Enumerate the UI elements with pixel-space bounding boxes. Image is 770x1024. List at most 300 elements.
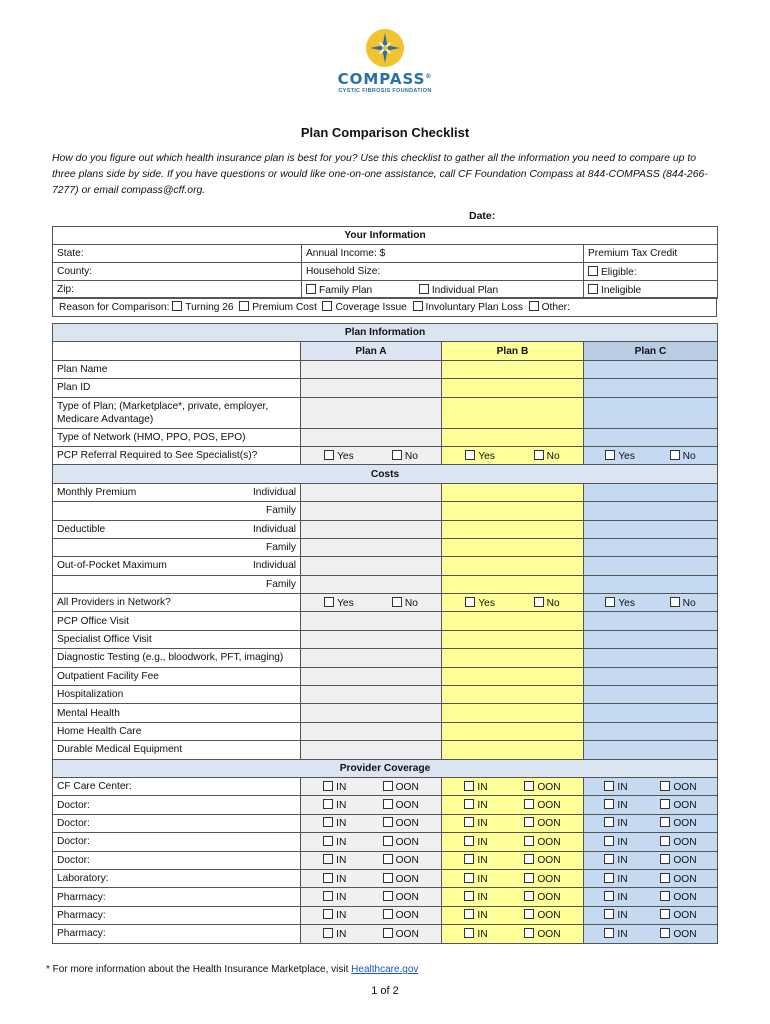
ineligible-option[interactable]: Ineligible: [584, 281, 718, 299]
row-label: Doctor:: [53, 814, 301, 832]
plan-c-cell[interactable]: [584, 704, 718, 722]
in-option[interactable]: IN: [323, 891, 346, 903]
in-option[interactable]: IN: [323, 928, 346, 940]
page-number: 1 of 2: [371, 985, 399, 997]
in-option[interactable]: IN: [323, 854, 346, 866]
in-option[interactable]: IN: [464, 854, 487, 866]
in-option[interactable]: IN: [464, 928, 487, 940]
plan-a-cell[interactable]: [301, 379, 442, 397]
yes-option[interactable]: Yes: [465, 450, 495, 462]
checkbox-icon[interactable]: [383, 817, 393, 827]
plan-c-cell[interactable]: [584, 741, 718, 759]
plan-a-cell[interactable]: [301, 428, 442, 446]
checkbox-icon[interactable]: [604, 873, 614, 883]
brand-reg: ®: [425, 73, 433, 80]
in-option[interactable]: IN: [464, 909, 487, 921]
checkbox-icon[interactable]: [604, 854, 614, 864]
oon-option[interactable]: OON: [524, 891, 560, 903]
in-option[interactable]: IN: [464, 781, 487, 793]
plan-b-cell[interactable]: [442, 502, 584, 520]
checkbox-icon[interactable]: [392, 597, 402, 607]
oon-option[interactable]: OON: [524, 854, 560, 866]
plan-c-in-oon: [584, 777, 718, 795]
checkbox-icon[interactable]: [604, 909, 614, 919]
plan-a-cell[interactable]: [301, 502, 442, 520]
yes-option[interactable]: Yes: [324, 597, 354, 609]
yes-option[interactable]: Yes: [605, 450, 635, 462]
in-option[interactable]: IN: [323, 873, 346, 885]
plan-a-cell[interactable]: [301, 741, 442, 759]
plan-c-cell[interactable]: [584, 428, 718, 446]
checkbox-icon[interactable]: [604, 836, 614, 846]
in-option[interactable]: IN: [604, 836, 627, 848]
plan-a-in-oon: [301, 833, 442, 851]
blank-header: [53, 342, 301, 360]
oon-option[interactable]: OON: [383, 928, 419, 940]
checkbox-icon[interactable]: [604, 928, 614, 938]
no-option[interactable]: No: [392, 450, 418, 462]
in-option[interactable]: IN: [604, 891, 627, 903]
provider-row: [53, 851, 718, 869]
oon-option[interactable]: OON: [524, 909, 560, 921]
checkbox-icon[interactable]: [604, 799, 614, 809]
in-option[interactable]: IN: [604, 799, 627, 811]
reason-involuntary-loss[interactable]: Involuntary Plan Loss: [413, 302, 523, 313]
checkbox-icon[interactable]: [323, 891, 333, 901]
plan-a-cell[interactable]: [301, 538, 442, 556]
checkbox-icon[interactable]: [383, 836, 393, 846]
checkbox-icon[interactable]: [660, 799, 670, 809]
plan-c-cell[interactable]: [584, 483, 718, 501]
zip-field[interactable]: Zip:: [53, 281, 302, 299]
checkbox-icon[interactable]: [383, 799, 393, 809]
reason-row: [53, 298, 717, 317]
checkbox-icon[interactable]: [524, 854, 534, 864]
plan-a-cell[interactable]: [301, 360, 442, 378]
oon-option[interactable]: OON: [524, 928, 560, 940]
checkbox-icon[interactable]: [172, 301, 182, 311]
row-label: Type of Plan; (Marketplace*, private, employer, Medicare Advantage): [53, 397, 301, 428]
row-label: Out-of-Pocket Maximum Individual: [53, 557, 301, 575]
oon-option[interactable]: OON: [660, 781, 696, 793]
row-label: Family: [53, 538, 301, 556]
checkbox-icon[interactable]: [464, 836, 474, 846]
plan-a-cell[interactable]: [301, 667, 442, 685]
oon-option[interactable]: OON: [660, 799, 696, 811]
plan-b-in-oon: [442, 851, 584, 869]
plan-comparison-table: [52, 323, 718, 944]
plan-b-yes-no: [442, 446, 584, 464]
checkbox-icon[interactable]: [588, 266, 598, 276]
plan-b-cell[interactable]: [442, 557, 584, 575]
row-label: PCP Office Visit: [53, 612, 301, 630]
oon-option[interactable]: OON: [383, 817, 419, 829]
in-option[interactable]: IN: [323, 781, 346, 793]
plan-c-in-oon: [584, 851, 718, 869]
in-option[interactable]: IN: [604, 928, 627, 940]
plan-b-cell[interactable]: [442, 722, 584, 740]
checkbox-icon[interactable]: [660, 781, 670, 791]
no-option[interactable]: No: [670, 450, 696, 462]
checkbox-icon[interactable]: [464, 817, 474, 827]
brand-subtitle: CYSTIC FIBROSIS FOUNDATION: [338, 88, 432, 94]
row-label: Doctor:: [53, 796, 301, 814]
compass-logo: [320, 28, 450, 110]
plan-b-in-oon: [442, 777, 584, 795]
plan-c-cell[interactable]: [584, 612, 718, 630]
checkbox-icon[interactable]: [306, 284, 316, 294]
plan-c-in-oon: [584, 833, 718, 851]
plan-a-cell[interactable]: [301, 557, 442, 575]
checkbox-icon[interactable]: [383, 854, 393, 864]
plan-b-cell[interactable]: [442, 612, 584, 630]
row-label: Laboratory:: [53, 869, 301, 887]
provider-row: [53, 906, 718, 924]
checkbox-icon[interactable]: [383, 891, 393, 901]
row-label: All Providers in Network?: [53, 594, 301, 612]
plan-c-yes-no: [584, 594, 718, 612]
row-label: Pharmacy:: [53, 906, 301, 924]
in-option[interactable]: IN: [464, 799, 487, 811]
plan-b-cell[interactable]: [442, 649, 584, 667]
plan-a-header: Plan A: [301, 342, 442, 360]
checkbox-icon[interactable]: [464, 928, 474, 938]
row-label: Pharmacy:: [53, 925, 301, 943]
checkbox-icon[interactable]: [323, 854, 333, 864]
checkbox-icon[interactable]: [464, 799, 474, 809]
yes-option[interactable]: Yes: [605, 597, 635, 609]
page-title: Plan Comparison Checklist: [300, 125, 470, 140]
in-option[interactable]: IN: [464, 891, 487, 903]
brand-name: COMPASS: [337, 70, 426, 88]
checkbox-icon[interactable]: [524, 836, 534, 846]
checkbox-icon[interactable]: [670, 450, 680, 460]
checkbox-icon[interactable]: [524, 909, 534, 919]
checkbox-icon[interactable]: [324, 597, 334, 607]
plan-c-cell[interactable]: [584, 502, 718, 520]
row-label: Durable Medical Equipment: [53, 741, 301, 759]
plan-b-cell[interactable]: [442, 397, 584, 428]
oon-option[interactable]: OON: [383, 891, 419, 903]
checkbox-icon[interactable]: [524, 817, 534, 827]
checkbox-icon[interactable]: [534, 597, 544, 607]
checkbox-icon[interactable]: [323, 799, 333, 809]
oon-option[interactable]: OON: [660, 909, 696, 921]
oon-option[interactable]: OON: [383, 854, 419, 866]
plan-a-cell[interactable]: [301, 722, 442, 740]
plan-c-cell[interactable]: [584, 379, 718, 397]
checkbox-icon[interactable]: [660, 817, 670, 827]
checkbox-icon[interactable]: [604, 891, 614, 901]
checkbox-icon[interactable]: [464, 854, 474, 864]
individual-plan-option[interactable]: Individual Plan: [419, 285, 498, 296]
checkbox-icon[interactable]: [604, 781, 614, 791]
oon-option[interactable]: OON: [660, 891, 696, 903]
provider-row: [53, 796, 718, 814]
plan-a-cell[interactable]: [301, 649, 442, 667]
in-option[interactable]: IN: [323, 817, 346, 829]
costs-heading: Costs: [53, 465, 718, 483]
oon-option[interactable]: OON: [383, 873, 419, 885]
checkbox-icon[interactable]: [383, 781, 393, 791]
checkbox-icon[interactable]: [413, 301, 423, 311]
healthcare-gov-link[interactable]: Healthcare.gov: [351, 964, 419, 975]
plan-b-in-oon: [442, 814, 584, 832]
checkbox-icon[interactable]: [464, 891, 474, 901]
checkbox-icon[interactable]: [660, 854, 670, 864]
checkbox-icon[interactable]: [464, 909, 474, 919]
checkbox-icon[interactable]: [534, 450, 544, 460]
plan-b-header: Plan B: [442, 342, 584, 360]
plan-c-cell[interactable]: [584, 557, 718, 575]
checkbox-icon[interactable]: [383, 928, 393, 938]
plan-a-cell[interactable]: [301, 612, 442, 630]
plan-a-yes-no: [301, 594, 442, 612]
row-label: Pharmacy:: [53, 888, 301, 906]
checkbox-icon[interactable]: [464, 781, 474, 791]
in-option[interactable]: IN: [604, 854, 627, 866]
row-label: Mental Health: [53, 704, 301, 722]
in-option[interactable]: IN: [604, 873, 627, 885]
intro-paragraph: How do you figure out which health insurance plan is best for you? Use this checklist to gather all the information you need to compare up to three plans side by side. If you have questions or would like one-on-one assistance, call CF Foundation Compass at 844-COMPASS (844-266-7277) or email compass@cff.org.: [52, 153, 708, 196]
plan-type-cell: [302, 281, 584, 299]
plan-c-cell[interactable]: [584, 630, 718, 648]
plan-a-in-oon: [301, 906, 442, 924]
checkbox-icon[interactable]: [323, 781, 333, 791]
plan-a-cell[interactable]: [301, 397, 442, 428]
footnote: * For more information about the Health Insurance Marketplace, visit Healthcare.gov: [46, 964, 419, 975]
checkbox-icon[interactable]: [605, 450, 615, 460]
reason-premium-cost[interactable]: Premium Cost: [239, 302, 317, 313]
plan-a-in-oon: [301, 796, 442, 814]
checkbox-icon[interactable]: [524, 873, 534, 883]
checkbox-icon[interactable]: [392, 450, 402, 460]
plan-c-in-oon: [584, 814, 718, 832]
plan-a-cell[interactable]: [301, 630, 442, 648]
checkbox-icon[interactable]: [323, 928, 333, 938]
annual-income-field[interactable]: Annual Income: $: [302, 245, 584, 263]
row-label: Family: [53, 575, 301, 593]
plan-b-in-oon: [442, 796, 584, 814]
plan-c-in-oon: [584, 925, 718, 943]
no-option[interactable]: No: [534, 450, 560, 462]
plan-c-header: Plan C: [584, 342, 718, 360]
checkbox-icon[interactable]: [660, 873, 670, 883]
checkbox-icon[interactable]: [323, 836, 333, 846]
plan-b-in-oon: [442, 833, 584, 851]
row-label: Plan Name: [53, 360, 301, 378]
plan-b-in-oon: [442, 888, 584, 906]
checkbox-icon[interactable]: [323, 817, 333, 827]
row-label: Home Health Care: [53, 722, 301, 740]
eligible-option[interactable]: Eligible:: [584, 263, 718, 281]
in-option[interactable]: IN: [323, 909, 346, 921]
checkbox-icon[interactable]: [660, 928, 670, 938]
checkbox-icon[interactable]: [383, 873, 393, 883]
plan-c-in-oon: [584, 869, 718, 887]
plan-a-in-oon: [301, 925, 442, 943]
plan-a-in-oon: [301, 888, 442, 906]
provider-row: [53, 888, 718, 906]
family-plan-option[interactable]: Family Plan: [306, 284, 416, 296]
checkbox-icon[interactable]: [660, 836, 670, 846]
state-field[interactable]: State:: [53, 245, 302, 263]
plan-b-in-oon: [442, 869, 584, 887]
plan-b-cell[interactable]: [442, 741, 584, 759]
plan-c-yes-no: [584, 446, 718, 464]
in-option[interactable]: IN: [323, 836, 346, 848]
plan-c-cell[interactable]: [584, 667, 718, 685]
checkbox-icon[interactable]: [660, 891, 670, 901]
plan-c-cell[interactable]: [584, 686, 718, 704]
plan-a-cell[interactable]: [301, 483, 442, 501]
checkbox-icon[interactable]: [588, 284, 598, 294]
plan-b-cell[interactable]: [442, 630, 584, 648]
checkbox-icon[interactable]: [529, 301, 539, 311]
provider-row: [53, 833, 718, 851]
row-label: Hospitalization: [53, 686, 301, 704]
plan-a-yes-no: [301, 446, 442, 464]
tax-credit-label: Premium Tax Credit: [584, 245, 718, 263]
checkbox-icon[interactable]: [524, 928, 534, 938]
oon-option[interactable]: OON: [524, 836, 560, 848]
provider-row: [53, 777, 718, 795]
plan-a-in-oon: [301, 851, 442, 869]
provider-row: [53, 925, 718, 943]
plan-b-yes-no: [442, 594, 584, 612]
plan-c-in-oon: [584, 796, 718, 814]
plan-b-cell[interactable]: [442, 686, 584, 704]
plan-b-cell[interactable]: [442, 428, 584, 446]
in-option[interactable]: IN: [604, 909, 627, 921]
plan-c-cell[interactable]: [584, 520, 718, 538]
plan-b-cell[interactable]: [442, 575, 584, 593]
plan-a-cell[interactable]: [301, 686, 442, 704]
plan-b-cell[interactable]: [442, 379, 584, 397]
no-option[interactable]: No: [534, 597, 560, 609]
plan-b-cell[interactable]: [442, 520, 584, 538]
plan-a-cell[interactable]: [301, 575, 442, 593]
oon-option[interactable]: OON: [660, 836, 696, 848]
checkbox-icon[interactable]: [322, 301, 332, 311]
plan-c-cell[interactable]: [584, 397, 718, 428]
checkbox-icon[interactable]: [524, 891, 534, 901]
plan-b-cell[interactable]: [442, 667, 584, 685]
plan-a-cell[interactable]: [301, 520, 442, 538]
checkbox-icon[interactable]: [524, 781, 534, 791]
reason-label: Reason for Comparison:: [59, 302, 170, 313]
in-option[interactable]: IN: [323, 799, 346, 811]
plan-b-cell[interactable]: [442, 483, 584, 501]
provider-row: [53, 869, 718, 887]
row-label: Family: [53, 502, 301, 520]
checkbox-icon[interactable]: [604, 817, 614, 827]
household-size-field[interactable]: Household Size:: [302, 263, 584, 281]
checkbox-icon[interactable]: [383, 909, 393, 919]
plan-b-in-oon: [442, 925, 584, 943]
checkbox-icon[interactable]: [323, 873, 333, 883]
reason-other[interactable]: Other:: [529, 302, 570, 313]
in-option[interactable]: IN: [464, 873, 487, 885]
your-information-table: [52, 226, 718, 299]
row-label: CF Care Center:: [53, 777, 301, 795]
oon-option[interactable]: OON: [383, 799, 419, 811]
oon-option[interactable]: OON: [383, 909, 419, 921]
plan-information-heading: Plan Information: [53, 324, 718, 342]
checkbox-icon[interactable]: [419, 284, 429, 294]
oon-option[interactable]: OON: [524, 873, 560, 885]
row-label: Deductible Individual: [53, 520, 301, 538]
row-label: Outpatient Facility Fee: [53, 667, 301, 685]
plan-c-in-oon: [584, 906, 718, 924]
row-label: Diagnostic Testing (e.g., bloodwork, PFT, imaging): [53, 649, 301, 667]
county-field[interactable]: County:: [53, 263, 302, 281]
oon-option[interactable]: OON: [660, 817, 696, 829]
plan-a-cell[interactable]: [301, 704, 442, 722]
oon-option[interactable]: OON: [383, 781, 419, 793]
checkbox-icon[interactable]: [524, 799, 534, 809]
checkbox-icon[interactable]: [324, 450, 334, 460]
no-option[interactable]: No: [670, 597, 696, 609]
plan-c-cell[interactable]: [584, 722, 718, 740]
checkbox-icon[interactable]: [660, 909, 670, 919]
checkbox-icon[interactable]: [465, 597, 475, 607]
oon-option[interactable]: OON: [524, 817, 560, 829]
reason-turning-26[interactable]: Turning 26: [172, 302, 233, 313]
oon-option[interactable]: OON: [524, 799, 560, 811]
row-label: Specialist Office Visit: [53, 630, 301, 648]
yes-option[interactable]: Yes: [465, 597, 495, 609]
row-label: Type of Network (HMO, PPO, POS, EPO): [53, 428, 301, 446]
in-option[interactable]: IN: [464, 817, 487, 829]
plan-c-cell[interactable]: [584, 649, 718, 667]
checkbox-icon[interactable]: [239, 301, 249, 311]
row-label: Plan ID: [53, 379, 301, 397]
row-label: Monthly Premium Individual: [53, 483, 301, 501]
in-option[interactable]: IN: [604, 817, 627, 829]
reason-coverage-issue[interactable]: Coverage Issue: [322, 302, 406, 313]
oon-option[interactable]: OON: [660, 854, 696, 866]
plan-a-in-oon: [301, 869, 442, 887]
plan-b-cell[interactable]: [442, 704, 584, 722]
plan-c-cell[interactable]: [584, 360, 718, 378]
checkbox-icon[interactable]: [464, 873, 474, 883]
yes-option[interactable]: Yes: [324, 450, 354, 462]
oon-option[interactable]: OON: [660, 873, 696, 885]
oon-option[interactable]: OON: [383, 836, 419, 848]
plan-c-cell[interactable]: [584, 538, 718, 556]
plan-b-cell[interactable]: [442, 538, 584, 556]
your-information-heading: Your Information: [53, 227, 718, 245]
checkbox-icon[interactable]: [323, 909, 333, 919]
row-label: PCP Referral Required to See Specialist(s)?: [53, 446, 301, 464]
row-label: Doctor:: [53, 833, 301, 851]
in-option[interactable]: IN: [604, 781, 627, 793]
checkbox-icon[interactable]: [670, 597, 680, 607]
in-option[interactable]: IN: [464, 836, 487, 848]
compass-star-icon: [365, 28, 405, 68]
plan-b-in-oon: [442, 906, 584, 924]
no-option[interactable]: No: [392, 597, 418, 609]
plan-c-cell[interactable]: [584, 575, 718, 593]
plan-b-cell[interactable]: [442, 360, 584, 378]
oon-option[interactable]: OON: [660, 928, 696, 940]
plan-a-in-oon: [301, 777, 442, 795]
oon-option[interactable]: OON: [524, 781, 560, 793]
plan-c-in-oon: [584, 888, 718, 906]
checkbox-icon[interactable]: [605, 597, 615, 607]
checkbox-icon[interactable]: [465, 450, 475, 460]
